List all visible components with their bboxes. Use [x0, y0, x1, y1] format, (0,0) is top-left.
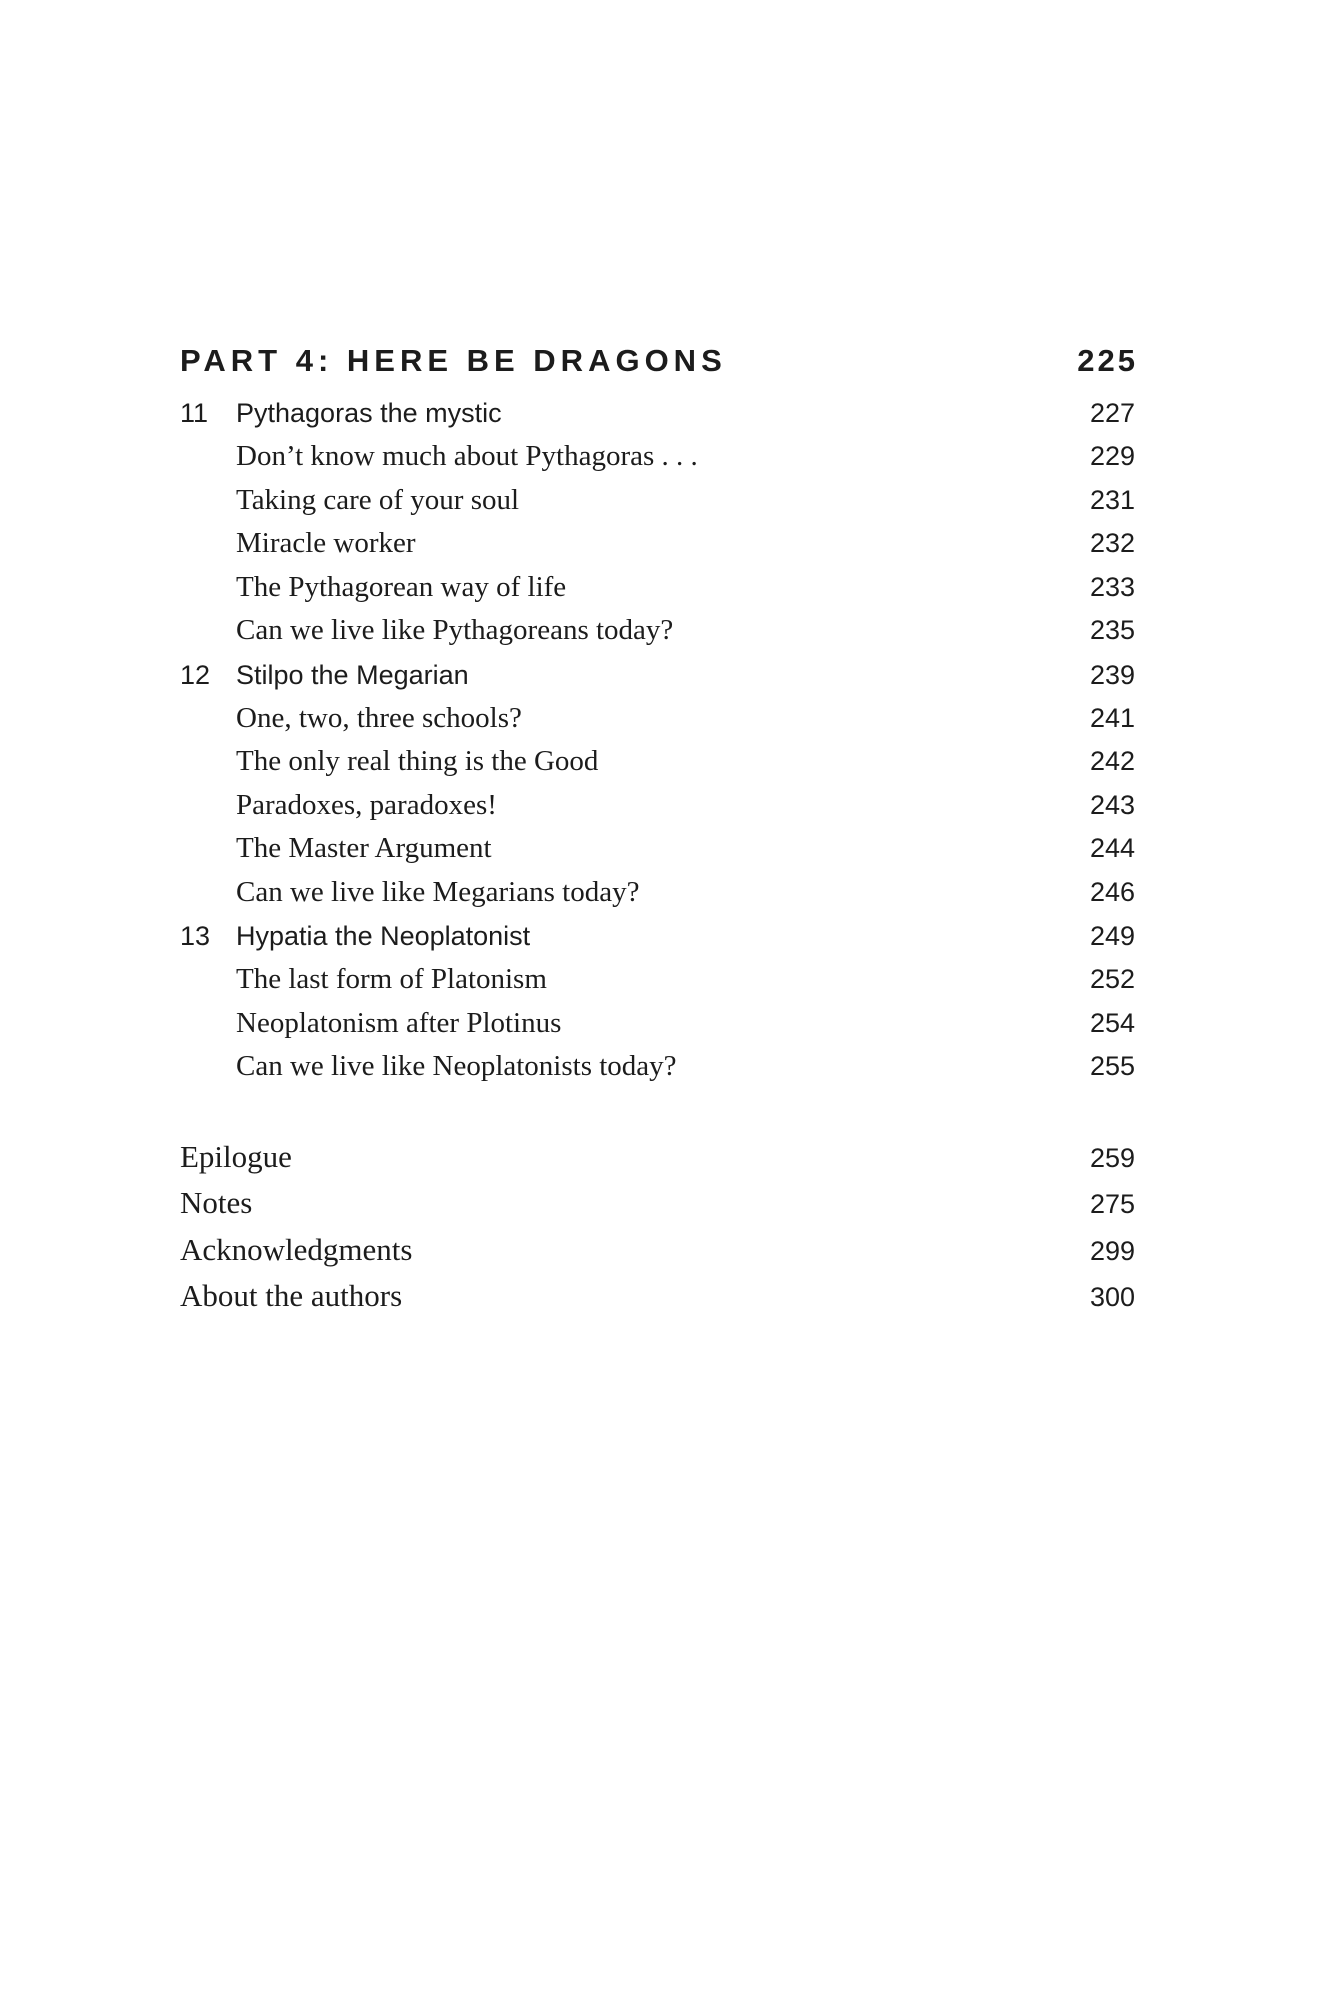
- section-entry: [180, 479, 1135, 523]
- section-title: The Pythagorean way of life: [236, 570, 567, 603]
- back-matter-page-number: 275: [1089, 1189, 1135, 1219]
- section-page-number: 231: [1089, 484, 1135, 515]
- section-page-number: 241: [1089, 702, 1135, 733]
- section-title: Taking care of your soul: [236, 483, 520, 516]
- section-entry: [180, 522, 1135, 566]
- section-title: Don’t know much about Pythagoras . . .: [236, 440, 698, 472]
- section-title: The only real thing is the Good: [236, 745, 599, 777]
- section-page-number: 246: [1089, 876, 1135, 907]
- section-page-number: 254: [1089, 1007, 1135, 1038]
- chapter-title: Stilpo the Megarian: [236, 659, 469, 690]
- section-page-number: 229: [1089, 441, 1135, 471]
- section-page-number: 252: [1089, 964, 1135, 994]
- section-title: Paradoxes, paradoxes!: [236, 788, 497, 821]
- back-matter-entry: [180, 1134, 1135, 1181]
- chapter-entry: [180, 391, 1135, 435]
- section-title: Can we live like Megarians today?: [236, 875, 640, 908]
- section-entry: [180, 566, 1135, 610]
- chapter-title: Hypatia the Neoplatonist: [236, 921, 531, 951]
- section-page-number: 235: [1089, 615, 1135, 645]
- back-matter-page-number: 299: [1089, 1235, 1135, 1266]
- section-entry: [180, 1002, 1135, 1046]
- section-entry: [180, 435, 1135, 479]
- table-of-contents: [180, 343, 1138, 1320]
- chapter-page-number: 249: [1089, 921, 1135, 951]
- section-title: The last form of Platonism: [236, 963, 547, 995]
- section-title: One, two, three schools?: [236, 701, 522, 734]
- chapter-number: 12: [180, 659, 211, 690]
- section-entry: [180, 697, 1135, 741]
- back-matter-title: Epilogue: [180, 1138, 292, 1174]
- back-matter-entry: [180, 1273, 1135, 1320]
- section-title: Neoplatonism after Plotinus: [236, 1006, 562, 1039]
- part-heading: [180, 343, 1138, 391]
- section-title: Can we live like Neoplatonists today?: [236, 1050, 677, 1082]
- chapter-number: 13: [180, 921, 211, 951]
- chapter-title: Pythagoras the mystic: [236, 398, 502, 428]
- back-matter-page-number: 259: [1089, 1142, 1135, 1173]
- section-page-number: 255: [1089, 1051, 1135, 1081]
- section-entry: [180, 827, 1135, 871]
- section-page-number: 232: [1089, 528, 1135, 558]
- section-page-number: 244: [1089, 833, 1135, 863]
- section-entry: [180, 784, 1135, 828]
- section-entry: [180, 740, 1135, 784]
- section-page-number: 242: [1089, 746, 1135, 776]
- spacer: [180, 1089, 1135, 1134]
- chapter-entry: [180, 653, 1135, 697]
- part-title: PART 4: HERE BE DRAGONS: [180, 343, 727, 378]
- chapter-entry: [180, 914, 1135, 958]
- section-page-number: 233: [1089, 571, 1135, 602]
- chapter-page-number: 227: [1089, 398, 1135, 428]
- back-matter-title: Acknowledgments: [180, 1231, 413, 1267]
- back-matter-title: Notes: [180, 1185, 253, 1220]
- section-title: Can we live like Pythagoreans today?: [236, 614, 674, 646]
- back-matter-page-number: 300: [1089, 1282, 1135, 1312]
- part-page-number: 225: [1077, 343, 1138, 378]
- section-entry: [180, 1045, 1135, 1089]
- back-matter-title: About the authors: [180, 1278, 403, 1313]
- section-entry: [180, 958, 1135, 1002]
- section-entry: [180, 609, 1135, 653]
- back-matter-entry: [180, 1227, 1135, 1274]
- section-entry: [180, 871, 1135, 915]
- section-page-number: 243: [1089, 789, 1135, 820]
- section-title: The Master Argument: [236, 832, 492, 864]
- chapter-page-number: 239: [1089, 659, 1135, 690]
- chapter-number: 11: [180, 398, 209, 428]
- back-matter-entry: [180, 1180, 1135, 1227]
- section-title: Miracle worker: [236, 527, 416, 559]
